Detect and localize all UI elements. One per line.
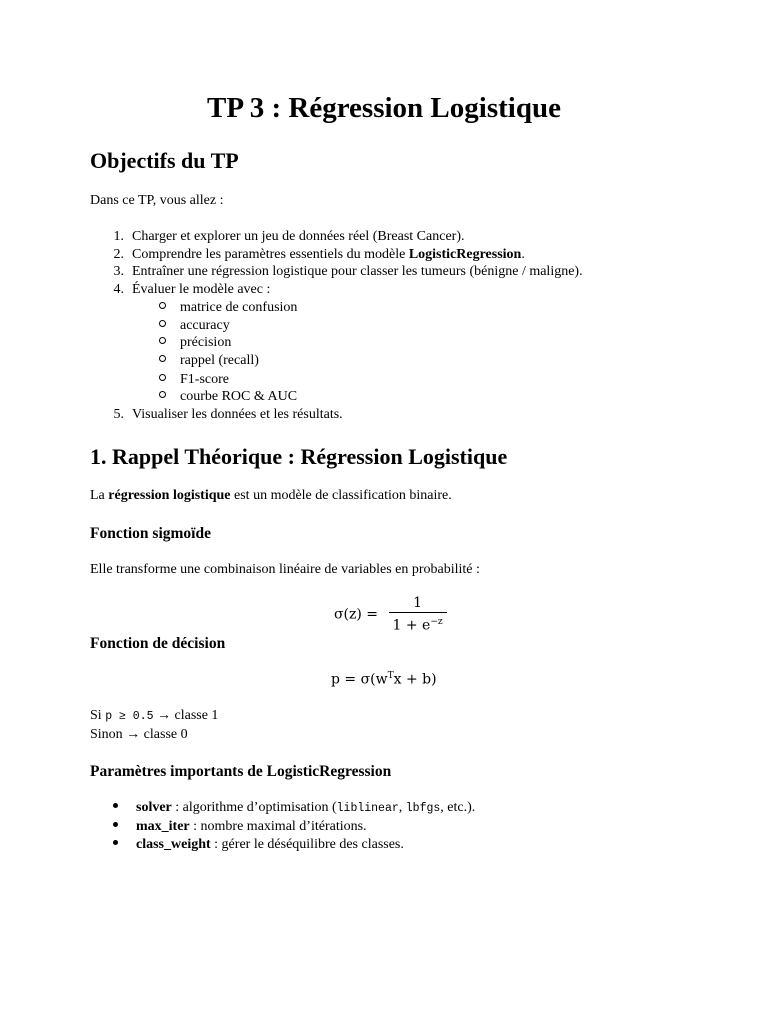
sublist-item: accuracy <box>159 318 230 334</box>
section1-heading: 1. Rappel Théorique : Régression Logistique <box>90 444 508 469</box>
bullet-icon <box>113 840 118 845</box>
circle-bullet-icon <box>159 302 166 309</box>
params-heading: Paramètres importants de LogisticRegression <box>90 763 392 780</box>
list-item <box>80 282 270 298</box>
sublist-item: rappel (recall) <box>159 353 259 369</box>
list-item <box>80 264 583 280</box>
objectifs-heading: Objectifs du TP <box>90 148 239 173</box>
list-item-text: Comprendre les paramètres essentiels du modèle <box>132 247 409 262</box>
circle-bullet-icon <box>159 337 166 344</box>
decision-heading: Fonction de décision <box>90 635 226 652</box>
param-item: class_weight : gérer le déséquilibre des classes. <box>113 837 404 853</box>
list-number: 5. <box>113 407 124 422</box>
circle-bullet-icon <box>159 355 166 362</box>
circle-bullet-icon <box>159 374 166 381</box>
bullet-icon <box>113 803 118 808</box>
list-item-text: Visualiser les données et les résultats. <box>132 407 343 422</box>
list-item-text: Entraîner une régression logistique pour classer les tumeurs (bénigne / maligne). <box>132 264 583 279</box>
sublist-item: matrice de confusion <box>159 300 297 316</box>
objectifs-intro: Dans ce TP, vous allez : <box>90 193 224 208</box>
sublist-item: F1-score <box>159 372 229 388</box>
bullet-icon <box>113 822 118 827</box>
list-item <box>80 247 525 263</box>
sigmoid-fraction: $\frac{1}{1 + e^{-z}}$ <box>389 594 447 635</box>
list-number: 4. <box>113 282 124 297</box>
circle-bullet-icon <box>159 391 166 398</box>
sublist-item: précision <box>159 335 231 351</box>
list-number: 1. <box>113 229 124 244</box>
model-name: LogisticRegression <box>408 247 522 262</box>
list-item <box>80 229 465 245</box>
param-item: max_iter : nombre maximal d’itérations. <box>113 819 367 835</box>
sigmoid-formula: σ(z) = $\frac{1}{1 + e^{-z}}$ <box>334 594 447 635</box>
decision-rule-2: Sinon → classe 0 <box>90 727 188 742</box>
param-item: solver : algorithme d’optimisation (liblinear, lbfgs, etc.). <box>113 800 475 816</box>
decision-formula: $p = \sigma(w^Tx + b)$ <box>331 671 437 688</box>
list-number: 2. <box>113 247 124 262</box>
list-item-text-end: . <box>521 247 525 262</box>
sublist-item: courbe ROC & AUC <box>159 389 297 405</box>
section1-intro: La régression logistique est un modèle de classification binaire. <box>90 488 452 503</box>
circle-bullet-icon <box>159 320 166 327</box>
list-item <box>80 407 343 423</box>
list-number: 3. <box>113 264 124 279</box>
list-item-text: Charger et explorer un jeu de données réel (Breast Cancer). <box>132 229 465 244</box>
page-title: TP 3 : Régression Logistique <box>207 92 561 124</box>
decision-rule-1: Si p ≥ 0.5 → classe 1 <box>90 708 219 723</box>
sigmoid-text: Elle transforme une combinaison linéaire de variables en probabilité : <box>90 562 480 577</box>
sigmoid-heading: Fonction sigmoïde <box>90 525 211 542</box>
list-item-text: Évaluer le modèle avec : <box>132 282 271 297</box>
